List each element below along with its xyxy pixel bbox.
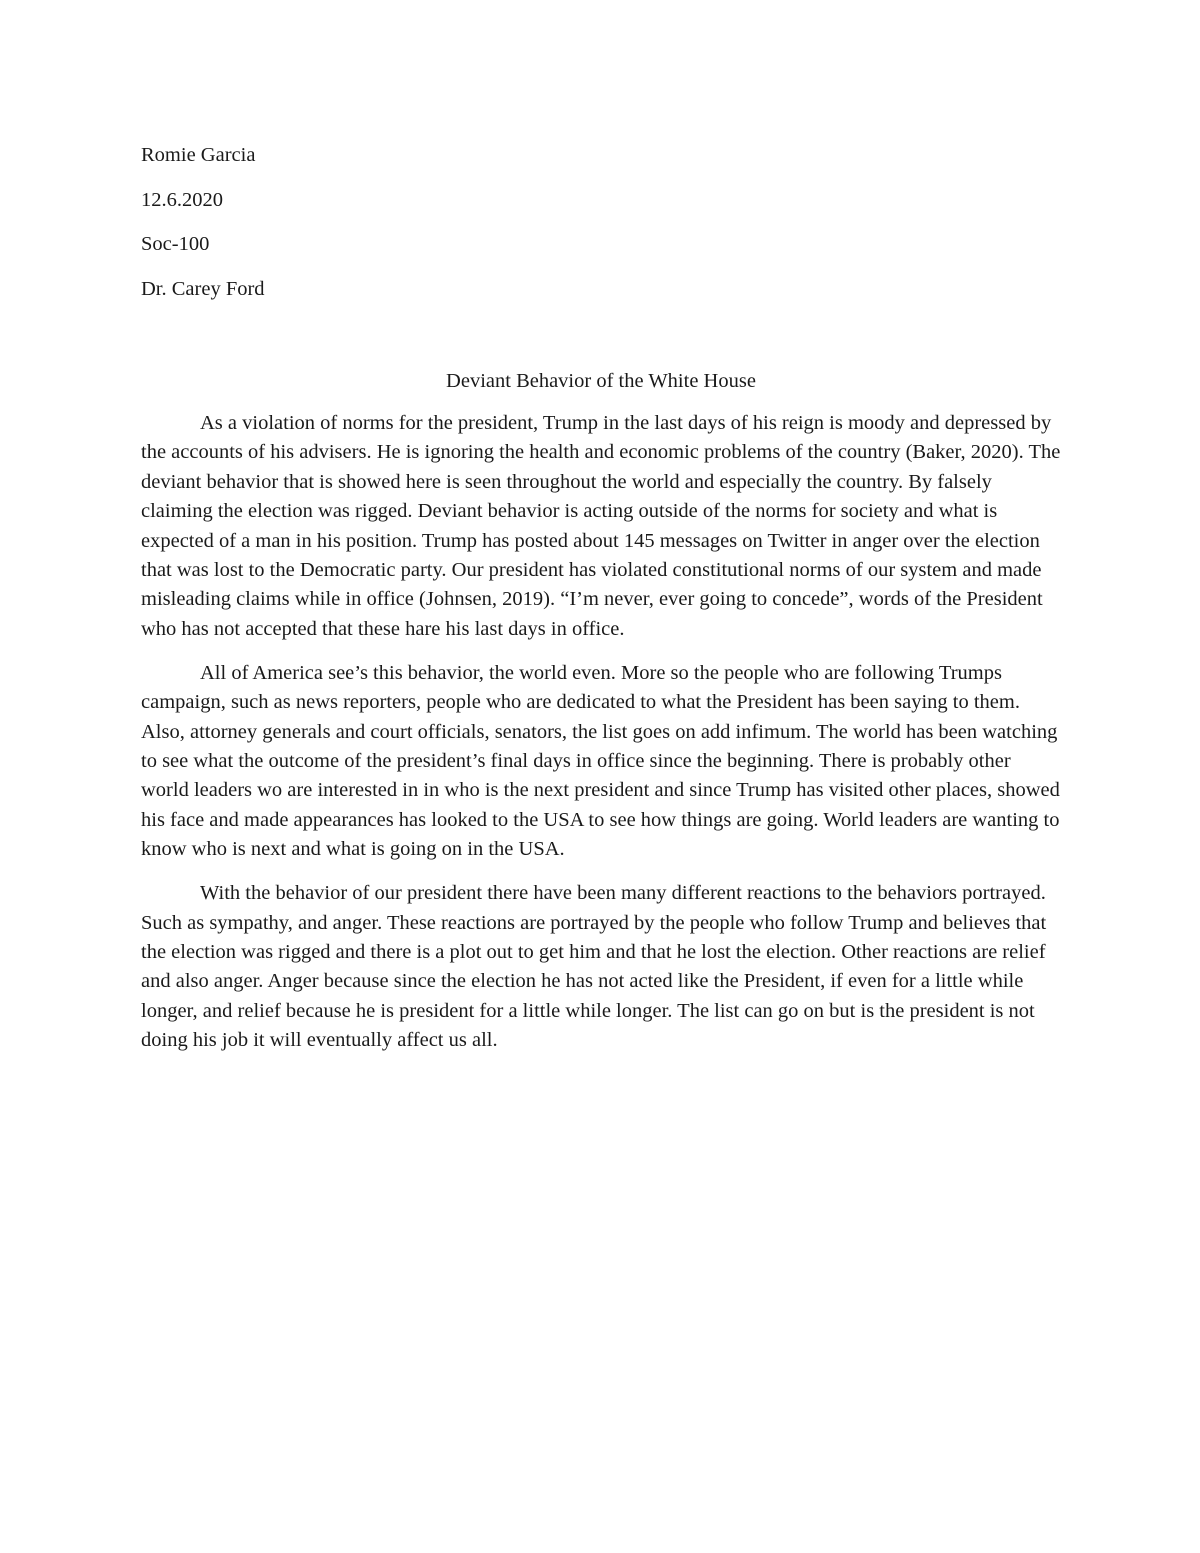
course-code: Soc-100 [141,233,210,255]
essay-title: Deviant Behavior of the White House [446,370,756,392]
paragraph-3: With the behavior of our president there have been many different reactions to the behaviors portrayed. Such as sympathy, and anger. These reactions are portrayed by the people who follow Trump and believes that the election was rigged and there is a plot out to get him and that he lost the election. Other reactions are relief and also anger. Anger because since the election he has not acted like the President, if even for a little while longer, and relief because he is president for a little while longer. The list can go on but is the president is not doing his job it will eventually affect us all. [141,882,1047,1052]
instructor-name: Dr. Carey Ford [141,277,265,300]
author-name: Romie Garcia [141,144,256,166]
header-block [141,140,1061,318]
date: 12.6.2020 [141,188,223,211]
paragraph-2: All of America see’s this behavior, the world even. More so the people who are following Trumps campaign, such as news reporters, people who are dedicated to what the President has been saying to them. Also, attorney generals and court officials, senators, the list goes on add infimum. The world has been watching to see what the outcome of the president’s final days in office since the beginning. There is probably other world leaders wo are interested in in who is the next president and since Trump has visited other places, showed his face and made appearances has looked to the USA to see how things are going. World leaders are wanting to know who is next and what is going on in the USA. [141,661,1060,861]
paragraph-1: As a violation of norms for the president, Trump in the last days of his reign is moody and depressed by the accounts of his advisers. He is ignoring the health and economic problems of the country (Baker, 2020). The deviant behavior that is showed here is seen throughout the world and especially the country. By falsely claiming the election was rigged. Deviant behavior is acting outside of the norms for society and what is expected of a man in his position. Trump has posted about 145 messages on Twitter in anger over the election that was lost to the Democratic party. Our president has violated constitutional norms of our system and made misleading claims while in office (Johnsen, 2019). “I’m never, ever going to concede”, words of the President who has not accepted that these hare his last days in office. [141,412,1061,640]
essay-body [141,409,1063,1070]
